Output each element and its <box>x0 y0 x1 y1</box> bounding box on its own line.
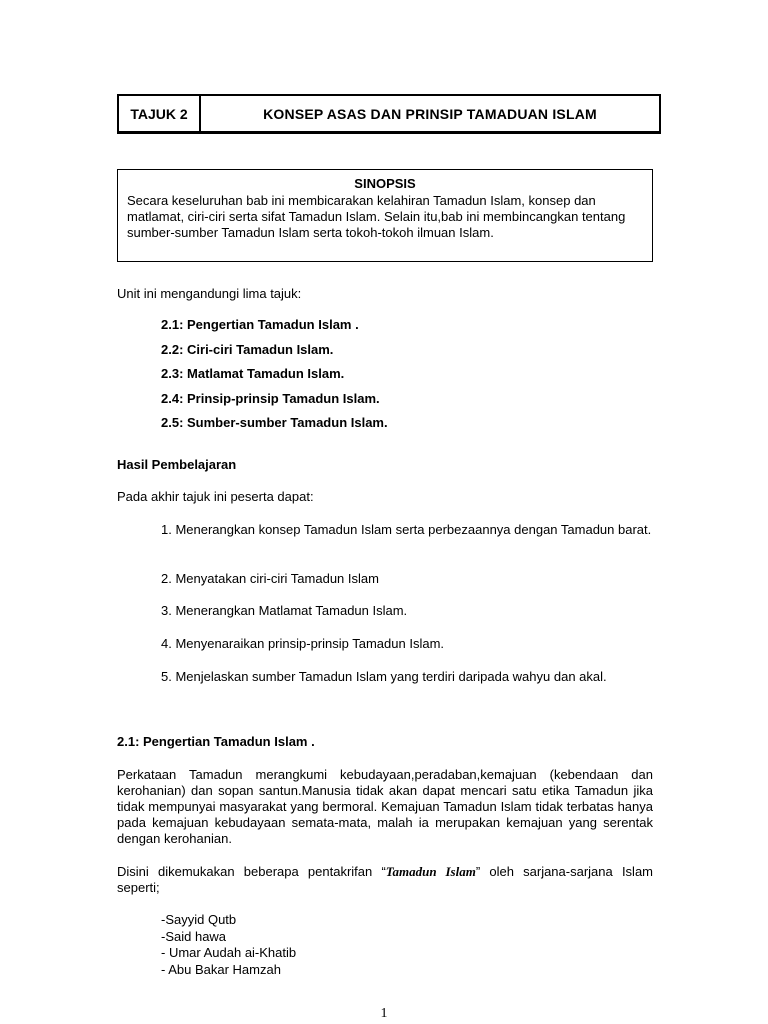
scholar-item: -Said hawa <box>161 928 227 944</box>
topic-item: 2.3: Matlamat Tamadun Islam. <box>161 366 345 381</box>
scholar-list <box>161 912 296 978</box>
topic-title: KONSEP ASAS DAN PRINSIP TAMADUAN ISLAM <box>263 105 597 122</box>
emphasis-text: Tamadun Islam <box>385 864 476 879</box>
paragraph-text: ” oleh sarjana-sarjana Islam seperti; <box>117 864 653 895</box>
topic-item: 2.2: Ciri-ciri Tamadun Islam. <box>161 341 334 357</box>
scholar-item: - Abu Bakar Hamzah <box>161 961 281 977</box>
section-paragraph-2 <box>117 864 653 896</box>
learning-heading: Hasil Pembelajaran <box>117 457 237 472</box>
learning-outcome <box>161 522 653 538</box>
topic-item: 2.1: Pengertian Tamadun Islam . <box>161 317 359 332</box>
learning-outcome: 2. Menyatakan ciri-ciri Tamadun Islam <box>161 571 379 586</box>
learning-outcome: 5. Menjelaskan sumber Tamadun Islam yang terdiri daripada wahyu dan akal. <box>161 669 607 684</box>
paragraph-text: Disini dikemukakan beberapa pentakrifan “ <box>117 864 386 879</box>
unit-intro: Unit ini mengandungi lima tajuk: <box>117 286 302 301</box>
synopsis-box <box>117 169 653 262</box>
learning-outcome: 4. Menyenaraikan prinsip-prinsip Tamadun Islam. <box>161 636 445 651</box>
outcome-text: 1. Menerangkan konsep Tamadun Islam serta perbezaannya dengan Tamadun barat. <box>161 522 652 537</box>
learning-intro: Pada akhir tajuk ini peserta dapat: <box>117 489 314 504</box>
learning-outcome: 3. Menerangkan Matlamat Tamadun Islam. <box>161 603 408 618</box>
synopsis-body: Secara keseluruhan bab ini membicarakan kelahiran Tamadun Islam, konsep dan matlamat, ciri-ciri serta sifat Tamadun Islam. Selain itu,bab ini membincangkan tentang sumber-sumber Tamadun Islam serta tokoh-tokoh ilmuan Islam. <box>127 193 626 240</box>
synopsis-heading: SINOPSIS <box>354 176 416 191</box>
page-number: 1 <box>380 1006 388 1021</box>
topic-item: 2.5: Sumber-sumber Tamadun Islam. <box>161 415 388 430</box>
topic-number: TAJUK 2 <box>119 96 201 131</box>
topic-list <box>161 317 388 440</box>
scholar-item: - Umar Audah ai-Khatib <box>161 945 297 960</box>
section-heading: 2.1: Pengertian Tamadun Islam . <box>117 734 315 749</box>
section-paragraph: Perkataan Tamadun merangkumi kebudayaan,peradaban,kemajuan (kebendaan dan kerohanian) dan sopan santun.Manusia tidak akan dapat mencari satu etika Tamadun jika tidak mempunyai masyarakat yang bermoral. Kemajuan Tamadun Islam tidak terbatas hanya pada kemajuan kebudayaan semata-mata, malah ia merupakan kemajuan yang serentak dengan kerohanian. <box>117 767 653 846</box>
scholar-item: -Sayyid Qutb <box>161 912 237 927</box>
topic-item: 2.4: Prinsip-prinsip Tamadun Islam. <box>161 390 380 406</box>
topic-title-box <box>117 94 661 134</box>
